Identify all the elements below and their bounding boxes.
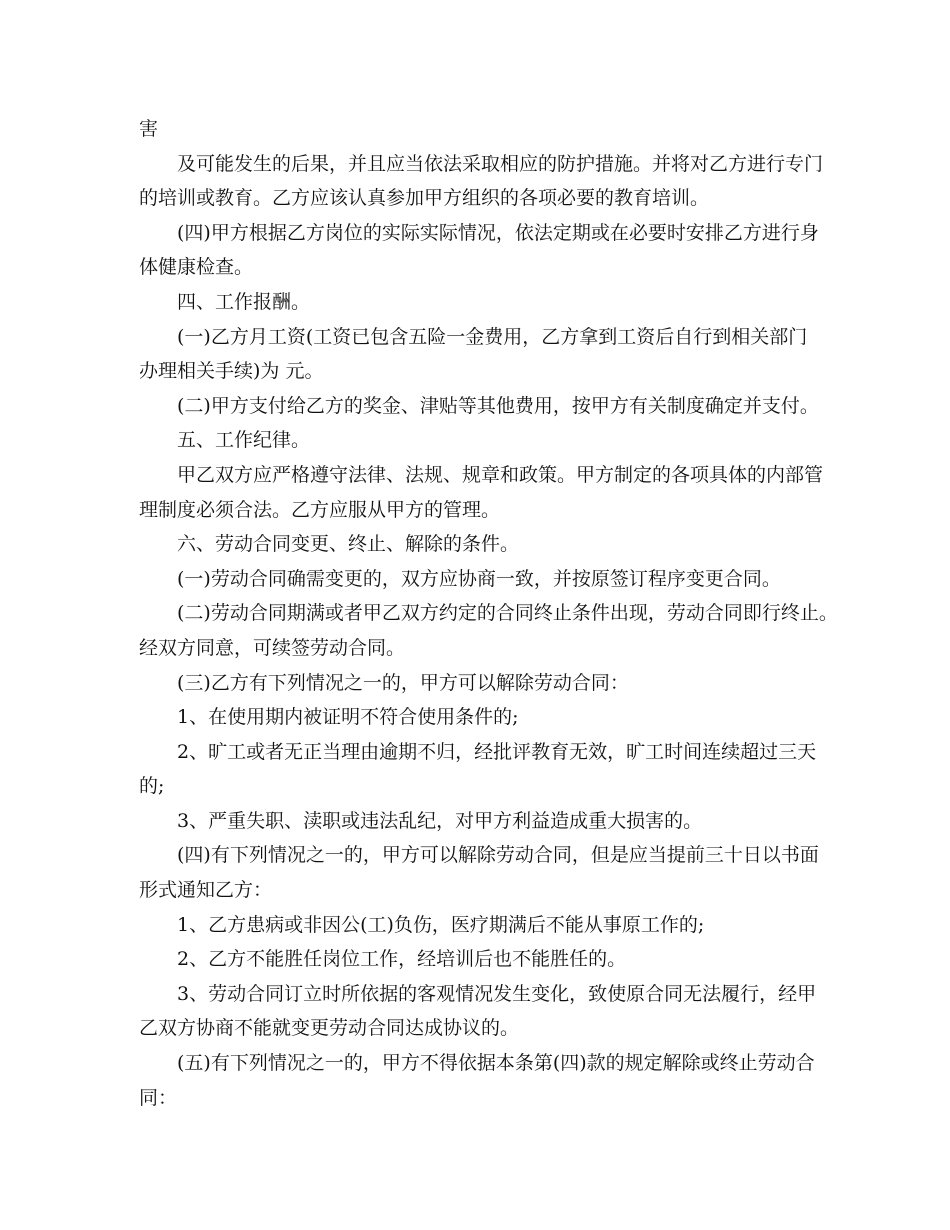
text-line: 办理相关手续)为 元。 <box>139 360 324 383</box>
list-item: 2、旷工或者无正当理由逾期不归，经批评教育无效，旷工时间连续超过三天 <box>177 740 817 763</box>
text-line: 及可能发生的后果，并且应当依法采取相应的防护措施。并将对乙方进行专门 <box>177 152 824 175</box>
contract-body <box>139 112 838 1115</box>
list-item: 3、劳动合同订立时所依据的客观情况发生变化，致使原合同无法履行，经甲 <box>177 982 817 1005</box>
text-line: (一)劳动合同确需变更的，双方应协商一致，并按原签订程序变更合同。 <box>177 567 781 590</box>
list-item: 1、乙方患病或非因公(工)负伤，医疗期满后不能从事原工作的; <box>177 913 705 936</box>
text-line: 害 <box>139 118 159 140</box>
text-line: (四)有下列情况之一的，甲方可以解除劳动合同，但是应当提前三十日以书面 <box>177 844 819 867</box>
list-item: 1、在使用期内被证明不符合使用条件的; <box>177 706 519 729</box>
text-line: 理制度必须合法。乙方应服从甲方的管理。 <box>139 498 501 521</box>
section-heading: 六、劳动合同变更、终止、解除的条件。 <box>177 533 520 556</box>
text-line: 同： <box>139 1086 178 1109</box>
text-line: (二)甲方支付给乙方的奖金、津贴等其他费用，按甲方有关制度确定并支付。 <box>177 394 819 417</box>
text-line: 经双方同意，可续签劳动合同。 <box>139 636 406 659</box>
text-line: (五)有下列情况之一的，甲方不得依据本条第(四)款的规定解除或终止劳动合 <box>177 1052 815 1075</box>
text-line: 甲乙双方应严格遵守法律、法规、规章和政策。甲方制定的各项具体的内部管 <box>177 463 824 486</box>
list-item: 3、严重失职、渎职或违法乱纪，对甲方利益造成重大损害的。 <box>177 809 703 832</box>
section-heading: 四、工作报酬。 <box>177 290 311 313</box>
list-item: 2、乙方不能胜任岗位工作，经培训后也不能胜任的。 <box>177 948 627 971</box>
text-line: 形式通知乙方： <box>139 879 273 902</box>
text-line: 乙双方协商不能就变更劳动合同达成协议的。 <box>139 1017 520 1040</box>
section-heading: 五、工作纪律。 <box>177 429 311 452</box>
text-line: (一)乙方月工资(工资已包含五险一金费用，乙方拿到工资后自行到相关部门 <box>177 325 808 348</box>
text-line: 体健康检查。 <box>139 256 254 279</box>
text-line: 的培训或教育。乙方应该认真参加甲方组织的各项必要的教育培训。 <box>139 187 710 210</box>
text-line: (二)劳动合同期满或者甲乙双方约定的合同终止条件出现，劳动合同即行终止。 <box>177 602 838 625</box>
text-line: (四)甲方根据乙方岗位的实际实际情况，依法定期或在必要时安排乙方进行身 <box>177 221 819 244</box>
text-line: (三)乙方有下列情况之一的，甲方可以解除劳动合同： <box>177 671 629 694</box>
text-line: 的; <box>139 775 165 798</box>
